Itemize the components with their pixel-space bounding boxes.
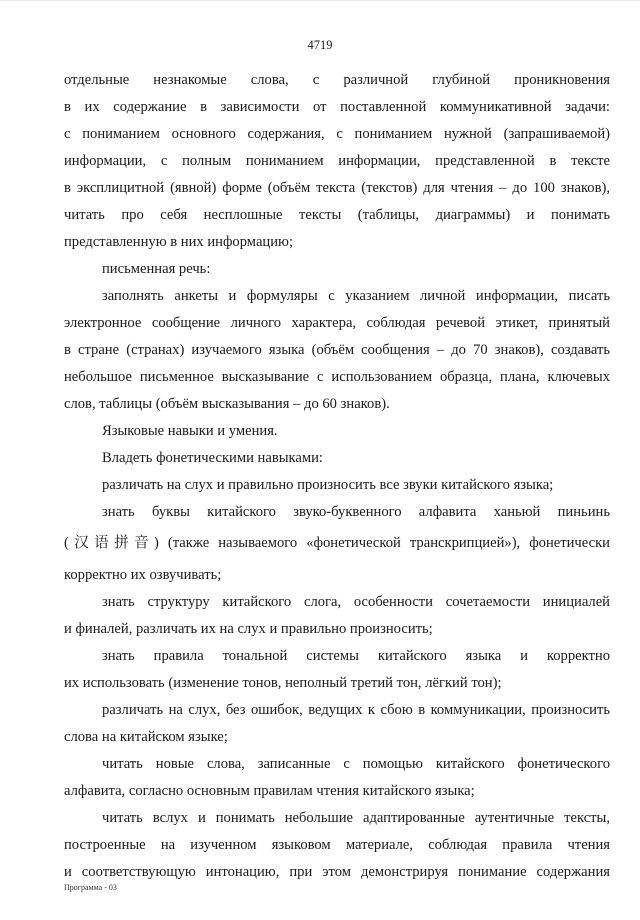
text-line: заполнять анкеты и формуляры с указанием личной информации, писать bbox=[102, 288, 610, 304]
text-line: знать правила тональной системы китайского языка и корректно bbox=[102, 648, 610, 664]
text-line: с пониманием основного содержания, с пониманием нужной (запрашиваемой) bbox=[64, 126, 610, 142]
text-line: Владеть фонетическими навыками: bbox=[102, 450, 323, 466]
text-line: различать на слух и правильно произносить все звуки китайского языка; bbox=[102, 477, 554, 493]
text-line: знать структуру китайского слога, особенности сочетаемости инициалей bbox=[102, 594, 610, 610]
text-line: слов, таблицы (объём высказывания – до 60 знаков). bbox=[64, 396, 390, 412]
text-line: алфавита, согласно основным правилам чтения китайского языка; bbox=[64, 783, 475, 799]
text-line: информации, с полным пониманием информации, представленной в тексте bbox=[64, 153, 610, 169]
text-line: читать новые слова, записанные с помощью китайского фонетического bbox=[102, 756, 610, 772]
text-line: их использовать (изменение тонов, неполный третий тон, лёгкий тон); bbox=[64, 675, 502, 691]
text-line: отдельные незнакомые слова, с различной глубиной проникновения bbox=[64, 72, 610, 88]
text-line: корректно их озвучивать; bbox=[64, 567, 222, 583]
text-line: в стране (странах) изучаемого языка (объём сообщения – до 70 знаков), создавать bbox=[64, 342, 610, 358]
text-line: электронное сообщение личного характера, соблюдая речевой этикет, принятый bbox=[64, 315, 610, 331]
scan-edge-top bbox=[0, 0, 640, 1]
text-line: представленную в них информацию; bbox=[64, 234, 293, 250]
text-line: в эксплицитной (явной) форме (объём текста (текстов) для чтения – до 100 знаков), bbox=[64, 180, 610, 196]
text-line: читать про себя несплошные тексты (таблицы, диаграммы) и понимать bbox=[64, 207, 610, 223]
footer-label: Программа - 03 bbox=[64, 883, 117, 892]
text-line: небольшое письменное высказывание с использованием образца, плана, ключевых bbox=[64, 369, 610, 385]
text-line: знать буквы китайского звуко-буквенного алфавита ханьюй пиньинь bbox=[102, 504, 610, 520]
text-line: в их содержание в зависимости от поставленной коммуникативной задачи: bbox=[64, 99, 610, 115]
text-line: (汉语拼音) (также называемого «фонетической транскрипцией»), фонетически bbox=[64, 535, 610, 551]
text-line: различать на слух, без ошибок, ведущих к сбою в коммуникации, произносить bbox=[102, 702, 610, 718]
text-line: письменная речь: bbox=[102, 261, 211, 277]
text-line: Языковые навыки и умения. bbox=[102, 423, 278, 439]
text-line: и соответствующую интонацию, при этом демонстрируя понимание содержания bbox=[64, 864, 610, 880]
text-line: и финалей, различать их на слух и правильно произносить; bbox=[64, 621, 433, 637]
text-line: построенные на изученном языковом материале, соблюдая правила чтения bbox=[64, 837, 610, 853]
text-line: слова на китайском языке; bbox=[64, 729, 228, 745]
text-line: читать вслух и понимать небольшие адаптированные аутентичные тексты, bbox=[102, 810, 610, 826]
page-number: 4719 bbox=[307, 38, 333, 52]
